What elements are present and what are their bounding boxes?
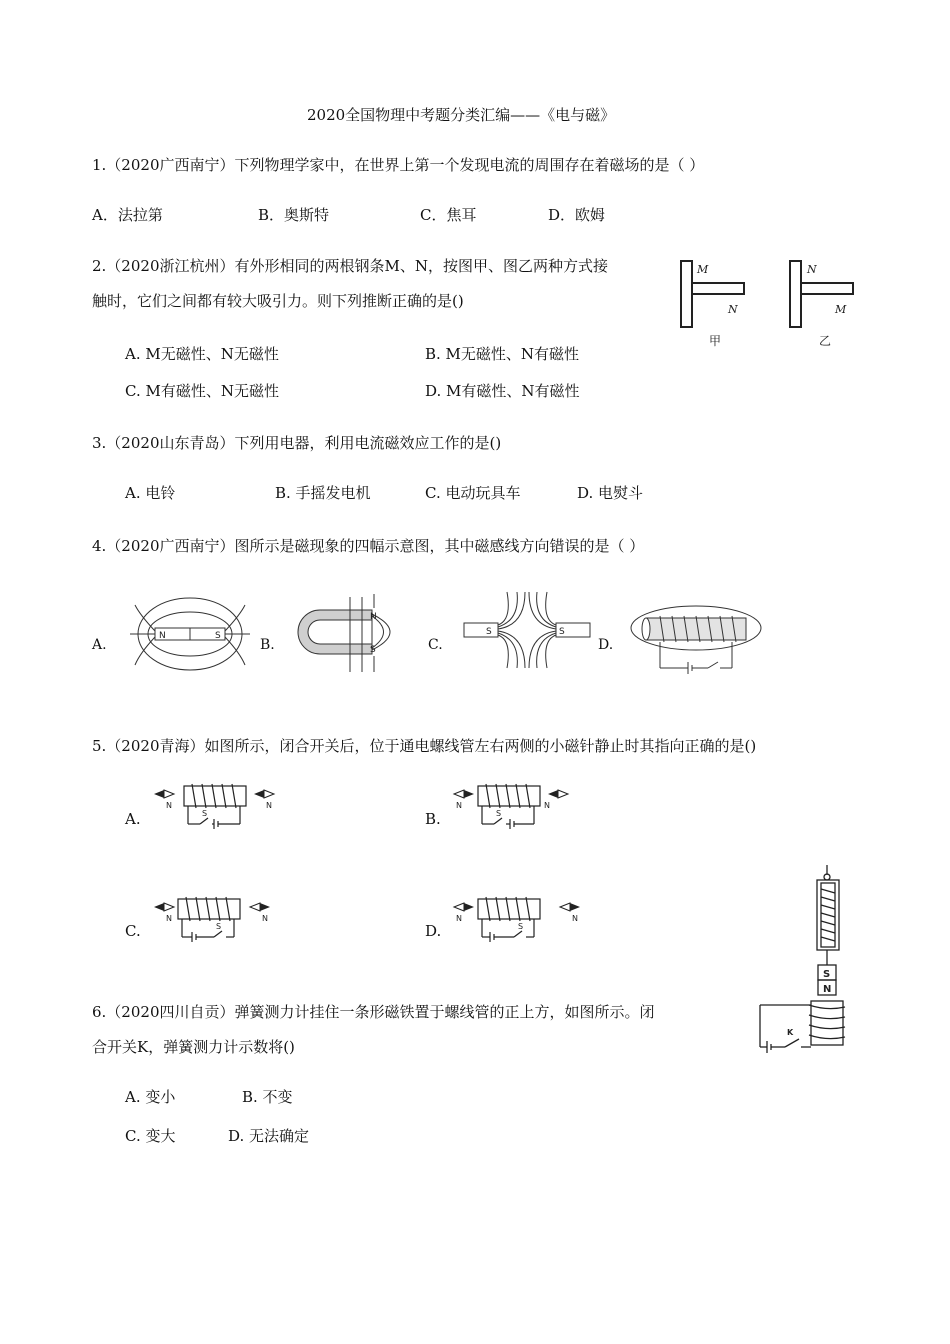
question-4-stem: 4.（2020广西南宁）图所示是磁现象的四幅示意图，其中磁感线方向错误的是（ ） <box>92 537 645 555</box>
bar-magnet-field-figure <box>125 595 255 695</box>
q2-option-c[interactable]: C. M有磁性、N无磁性 <box>125 382 279 400</box>
magnet-n: N <box>823 984 832 995</box>
switch-s: S <box>202 809 208 818</box>
needle-n: N <box>266 801 272 810</box>
label-s: S <box>370 645 376 655</box>
label-n: N <box>370 612 377 622</box>
q6-option-b[interactable]: B. 不变 <box>242 1088 293 1106</box>
q4-label-d[interactable]: D. <box>598 637 614 653</box>
q1-option-b[interactable]: B．奥斯特 <box>258 206 330 224</box>
q3-option-d[interactable]: D. 电熨斗 <box>577 484 644 502</box>
q5-label-b[interactable]: B. <box>425 810 441 828</box>
q5-label-d[interactable]: D. <box>425 922 442 940</box>
needle-n: N <box>166 801 172 810</box>
q5-figure-c <box>152 895 282 945</box>
question-2-stem-line1: 2.（2020浙江杭州）有外形相同的两根钢条M、N，按图甲、图乙两种方式接 <box>92 257 608 275</box>
q5-label-a[interactable]: A. <box>125 810 141 828</box>
needle-n: N <box>456 914 462 923</box>
label-yi: 乙 <box>819 334 832 348</box>
label-s: S <box>215 631 221 641</box>
question-2-stem-line2: 触时，它们之间都有较大吸引力。则下列推断正确的是() <box>92 292 464 310</box>
question-6-stem-line2: 合开关K，弹簧测力计示数将() <box>92 1038 295 1056</box>
q3-option-b[interactable]: B. 手摇发电机 <box>275 484 371 502</box>
q5-figure-d <box>452 895 592 945</box>
solenoid-field-figure <box>628 598 768 688</box>
question-3-stem: 3.（2020山东青岛）下列用电器，利用电流磁效应工作的是() <box>92 434 502 452</box>
switch-s: S <box>216 922 222 931</box>
q5-figure-a <box>152 782 282 832</box>
q6-option-d[interactable]: D. 无法确定 <box>228 1127 310 1145</box>
page-title: 2020全国物理中考题分类汇编——《电与磁》 <box>307 106 616 124</box>
question-5-stem: 5.（2020青海）如图所示，闭合开关后，位于通电螺线管左右两侧的小磁针静止时其指向正确的是() <box>92 737 757 755</box>
switch-s: S <box>496 809 502 818</box>
needle-n: N <box>456 801 462 810</box>
label-m-2: M <box>835 303 847 316</box>
question-1-stem: 1.（2020广西南宁）下列物理学家中，在世界上第一个发现电流的周围存在着磁场的是（ ） <box>92 156 705 174</box>
spring-scale-solenoid-figure <box>755 865 855 1055</box>
q1-option-a[interactable]: A．法拉第 <box>92 206 163 224</box>
switch-k: K <box>787 1028 794 1037</box>
label-s: S <box>559 627 565 637</box>
question-6-stem-line1: 6.（2020四川自贡）弹簧测力计挂住一条形磁铁置于螺线管的正上方，如图所示。闭 <box>92 1003 655 1021</box>
needle-n: N <box>262 914 268 923</box>
label-n-2: N <box>807 263 817 276</box>
q5-figure-b <box>452 782 582 832</box>
q6-option-a[interactable]: A. 变小 <box>125 1088 176 1106</box>
label-s: S <box>486 627 492 637</box>
label-n: N <box>159 631 166 641</box>
q1-option-c[interactable]: C．焦耳 <box>420 206 477 224</box>
q6-option-c[interactable]: C. 变大 <box>125 1127 176 1145</box>
needle-n: N <box>572 914 578 923</box>
label-n-1: N <box>728 303 738 316</box>
needle-n: N <box>544 801 550 810</box>
label-jia: 甲 <box>709 334 722 348</box>
u-magnet-field-figure <box>290 592 410 692</box>
q3-option-a[interactable]: A. 电铃 <box>125 484 176 502</box>
q2-option-d[interactable]: D. M有磁性、N有磁性 <box>425 382 580 400</box>
switch-s: S <box>518 922 524 931</box>
q4-label-c[interactable]: C. <box>428 637 443 653</box>
q2-option-a[interactable]: A. M无磁性、N无磁性 <box>125 345 279 363</box>
steel-bars-figure <box>675 255 875 355</box>
magnet-s: S <box>823 969 831 980</box>
like-poles-field-figure <box>462 590 592 690</box>
q2-option-b[interactable]: B. M无磁性、N有磁性 <box>425 345 580 363</box>
q4-label-b[interactable]: B. <box>260 637 275 653</box>
q5-label-c[interactable]: C. <box>125 922 141 940</box>
q1-option-d[interactable]: D．欧姆 <box>548 206 606 224</box>
q4-label-a[interactable]: A. <box>92 637 107 653</box>
label-m-1: M <box>697 263 709 276</box>
q3-option-c[interactable]: C. 电动玩具车 <box>425 484 521 502</box>
needle-n: N <box>166 914 172 923</box>
